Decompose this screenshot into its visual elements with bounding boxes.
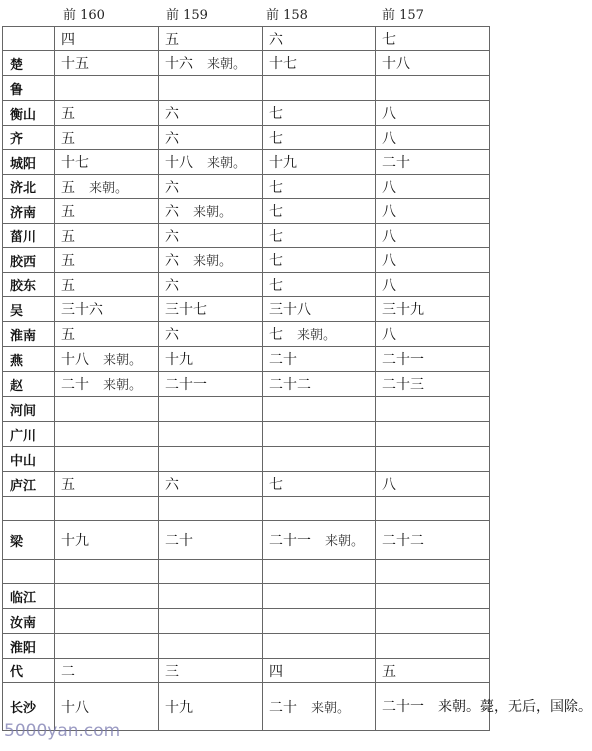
year-cell <box>55 422 159 447</box>
cell-value: 十九 <box>61 533 89 549</box>
year-cell <box>159 447 263 472</box>
year-cell <box>159 175 263 199</box>
state-name: 楚 <box>3 51 55 76</box>
year-cell <box>376 199 490 224</box>
year-cell <box>376 51 490 76</box>
corner-cell <box>3 27 55 51</box>
table-row <box>3 51 490 76</box>
cell-value: 七 <box>269 179 283 196</box>
cell-value: 六 <box>165 477 179 493</box>
table-row <box>3 584 490 609</box>
column-header: 五 <box>159 27 263 51</box>
state-name: 淮南 <box>3 322 55 347</box>
year-cell <box>159 199 263 224</box>
table-row <box>3 347 490 372</box>
year-cell <box>159 297 263 322</box>
year-cell <box>376 447 490 472</box>
year-cell <box>263 297 376 322</box>
year-cell <box>55 76 159 101</box>
cell-value: 八 <box>382 477 396 493</box>
cell-value: 十七 <box>61 155 89 171</box>
year-cell <box>55 322 159 347</box>
year-cell <box>159 422 263 447</box>
year-cell <box>263 248 376 273</box>
cell-value: 八 <box>382 204 396 220</box>
year-cell <box>55 472 159 497</box>
table-row <box>3 609 490 634</box>
year-cell <box>263 659 376 683</box>
cell-value: 二十一 <box>165 377 207 393</box>
year-cell <box>263 347 376 372</box>
cell-value: 五 <box>61 253 75 269</box>
watermark: 5000yan.com <box>4 721 121 741</box>
cell-value: 五 <box>61 130 75 147</box>
year-cell <box>55 224 159 248</box>
state-name: 庐江 <box>3 472 55 497</box>
year-cell <box>159 347 263 372</box>
cell-value: 六 <box>165 327 179 343</box>
state-name: 齐 <box>3 126 55 150</box>
cell-value: 六 <box>165 204 179 220</box>
cell-value: 二十 <box>61 377 89 393</box>
state-name: 代 <box>3 659 55 683</box>
cell-value: 七 <box>269 204 283 220</box>
cell-value: 二十二 <box>382 533 424 549</box>
year-cell <box>159 497 263 521</box>
year-cell <box>263 372 376 397</box>
year-cell <box>263 447 376 472</box>
year-cell <box>55 584 159 609</box>
cell-value: 八 <box>382 179 396 196</box>
cell-value: 八 <box>382 277 396 294</box>
year-cell <box>159 683 263 731</box>
state-name: 鲁 <box>3 76 55 101</box>
year-label: 前 158 <box>266 8 308 23</box>
year-label: 前 159 <box>166 8 208 23</box>
state-name: 胶东 <box>3 273 55 297</box>
cell-value: 七 <box>269 130 283 147</box>
table-row <box>3 497 490 521</box>
table-row <box>3 659 490 683</box>
year-cell <box>376 372 490 397</box>
cell-value: 五 <box>61 327 75 343</box>
cell-value: 三十六 <box>61 302 103 318</box>
cell-value: 二十三 <box>382 377 424 393</box>
year-cell <box>159 126 263 150</box>
year-cell <box>159 372 263 397</box>
cell-value: 二十一 <box>382 352 424 368</box>
year-cell <box>55 521 159 560</box>
year-cell <box>376 560 490 584</box>
cell-value: 二十 <box>382 155 410 171</box>
table-row <box>3 372 490 397</box>
cell-value: 十八 <box>165 155 193 171</box>
cell-value: 十五 <box>61 56 89 72</box>
cell-note: 来朝。 <box>297 328 337 343</box>
state-name: 济南 <box>3 199 55 224</box>
column-header: 四 <box>55 27 159 51</box>
cell-value: 二十一 来朝。薨，无后，国除。 <box>382 698 592 715</box>
year-cell <box>55 497 159 521</box>
year-cell <box>55 175 159 199</box>
cell-value: 八 <box>382 130 396 147</box>
year-cell <box>159 584 263 609</box>
table-row <box>3 447 490 472</box>
year-cell <box>263 683 376 731</box>
cell-value: 七 <box>269 253 283 269</box>
year-cell <box>159 76 263 101</box>
state-name: 衡山 <box>3 101 55 126</box>
cell-value: 五 <box>382 663 396 680</box>
year-cell <box>263 497 376 521</box>
year-cell <box>263 560 376 584</box>
year-cell <box>263 584 376 609</box>
cell-value: 八 <box>382 327 396 343</box>
year-cell <box>376 322 490 347</box>
year-cell <box>376 497 490 521</box>
year-cell <box>376 521 490 560</box>
year-cell <box>55 51 159 76</box>
year-cell <box>55 126 159 150</box>
year-cell <box>376 584 490 609</box>
year-cell <box>263 472 376 497</box>
year-cell <box>376 397 490 422</box>
cell-value: 七 <box>269 106 283 122</box>
year-cell <box>159 560 263 584</box>
year-cell <box>263 126 376 150</box>
state-name: 汝南 <box>3 609 55 634</box>
year-cell <box>263 609 376 634</box>
table-row <box>3 175 490 199</box>
table-row <box>3 297 490 322</box>
cell-value: 十九 <box>269 155 297 171</box>
cell-value: 五 <box>61 228 75 245</box>
table-row <box>3 224 490 248</box>
year-cell <box>55 609 159 634</box>
cell-value: 四 <box>269 663 283 680</box>
state-name: 济北 <box>3 175 55 199</box>
table-row <box>3 322 490 347</box>
state-name: 胶西 <box>3 248 55 273</box>
cell-value: 二十二 <box>269 377 311 393</box>
cell-value: 二十一 <box>269 533 311 549</box>
year-cell <box>159 609 263 634</box>
table-row <box>3 199 490 224</box>
cell-value: 二十 <box>269 352 297 368</box>
table-header-row <box>3 27 490 51</box>
cell-note: 来朝。 <box>193 254 233 269</box>
year-cell <box>55 397 159 422</box>
table-row <box>3 150 490 175</box>
table-row <box>3 76 490 101</box>
table-row <box>3 397 490 422</box>
cell-note: 来朝。 <box>103 353 143 368</box>
cell-value: 十八 <box>382 56 410 72</box>
cell-note: 来朝。 <box>311 700 351 716</box>
cell-value: 五 <box>61 477 75 493</box>
year-cell <box>376 126 490 150</box>
cell-value: 六 <box>165 228 179 245</box>
year-cell <box>376 273 490 297</box>
cell-value: 五 <box>61 179 75 196</box>
year-cell <box>55 150 159 175</box>
state-name: 临江 <box>3 584 55 609</box>
cell-value: 八 <box>382 106 396 122</box>
year-cell <box>55 447 159 472</box>
state-name: 长沙 <box>3 683 55 731</box>
column-header: 六 <box>263 27 376 51</box>
cell-value: 五 <box>61 204 75 220</box>
chronology-table <box>2 26 592 731</box>
cell-value: 十八 <box>61 352 89 368</box>
year-cell <box>376 422 490 447</box>
state-name: 赵 <box>3 372 55 397</box>
year-cell <box>263 51 376 76</box>
cell-note: 来朝。 <box>207 156 247 171</box>
year-cell <box>376 224 490 248</box>
year-cell <box>263 634 376 659</box>
cell-value: 二 <box>61 663 75 680</box>
cell-note: 来朝。 <box>103 378 143 393</box>
year-cell <box>55 347 159 372</box>
state-name: 梁 <box>3 521 55 560</box>
year-cell <box>376 659 490 683</box>
cell-value: 六 <box>165 106 179 122</box>
column-header: 七 <box>376 27 490 51</box>
year-cell <box>263 273 376 297</box>
year-cell <box>55 101 159 126</box>
year-cell <box>263 521 376 560</box>
cell-value: 六 <box>165 277 179 294</box>
year-cell <box>55 297 159 322</box>
table-row <box>3 422 490 447</box>
year-cell <box>159 397 263 422</box>
cell-value: 七 <box>269 228 283 245</box>
state-name: 燕 <box>3 347 55 372</box>
year-cell <box>263 322 376 347</box>
state-name: 菑川 <box>3 224 55 248</box>
table-row <box>3 521 490 560</box>
year-cell <box>159 472 263 497</box>
cell-value: 八 <box>382 253 396 269</box>
year-cell <box>263 101 376 126</box>
state-name <box>3 560 55 584</box>
year-cell <box>376 297 490 322</box>
cell-value: 七 <box>269 327 283 343</box>
year-cell <box>376 101 490 126</box>
year-cell <box>55 659 159 683</box>
cell-value: 三十八 <box>269 302 311 318</box>
cell-value: 十六 <box>165 56 193 72</box>
cell-value: 五 <box>61 106 75 122</box>
cell-value: 十九 <box>165 699 193 716</box>
year-cell <box>159 101 263 126</box>
year-header <box>0 0 491 26</box>
cell-note: 来朝。 <box>207 57 247 72</box>
state-name: 城阳 <box>3 150 55 175</box>
table-row <box>3 248 490 273</box>
cell-value: 三十九 <box>382 302 424 318</box>
table-row <box>3 472 490 497</box>
year-cell <box>159 659 263 683</box>
year-cell <box>55 199 159 224</box>
cell-value: 七 <box>269 277 283 294</box>
cell-value: 二十 <box>165 533 193 549</box>
year-cell <box>55 560 159 584</box>
cell-value: 八 <box>382 228 396 245</box>
cell-value: 十八 <box>61 699 89 716</box>
table-row <box>3 273 490 297</box>
year-cell <box>159 150 263 175</box>
year-cell <box>376 634 490 659</box>
state-name: 淮阳 <box>3 634 55 659</box>
year-cell <box>159 51 263 76</box>
state-name: 中山 <box>3 447 55 472</box>
year-cell <box>55 273 159 297</box>
cell-note: 来朝。 <box>325 534 365 549</box>
cell-value: 三十七 <box>165 302 207 318</box>
year-cell <box>263 199 376 224</box>
year-cell <box>376 609 490 634</box>
year-cell <box>263 397 376 422</box>
year-cell <box>263 76 376 101</box>
cell-note: 来朝。 <box>89 180 129 196</box>
cell-value: 十九 <box>165 352 193 368</box>
year-cell <box>376 175 490 199</box>
table-row <box>3 101 490 126</box>
cell-value: 六 <box>165 179 179 196</box>
state-name <box>3 497 55 521</box>
year-cell <box>376 150 490 175</box>
year-cell <box>376 248 490 273</box>
year-cell <box>376 472 490 497</box>
year-cell <box>376 76 490 101</box>
cell-value: 五 <box>61 277 75 294</box>
state-name: 吴 <box>3 297 55 322</box>
year-cell <box>55 248 159 273</box>
cell-note: 来朝。 <box>193 205 233 220</box>
state-name: 广川 <box>3 422 55 447</box>
table-row <box>3 126 490 150</box>
year-cell <box>55 634 159 659</box>
year-cell <box>159 634 263 659</box>
year-cell <box>159 322 263 347</box>
year-label: 前 157 <box>382 8 424 23</box>
cell-value: 六 <box>165 253 179 269</box>
year-cell <box>263 224 376 248</box>
year-cell <box>159 248 263 273</box>
year-cell <box>159 521 263 560</box>
cell-value: 七 <box>269 477 283 493</box>
year-cell <box>263 422 376 447</box>
year-cell <box>55 372 159 397</box>
year-cell <box>263 175 376 199</box>
year-cell <box>159 273 263 297</box>
year-label: 前 160 <box>63 8 105 23</box>
cell-value: 二十 <box>269 699 297 716</box>
cell-value: 六 <box>165 130 179 147</box>
year-cell <box>376 683 592 731</box>
state-name: 河间 <box>3 397 55 422</box>
year-cell <box>159 224 263 248</box>
table-row <box>3 560 490 584</box>
year-cell <box>376 347 490 372</box>
cell-value: 十七 <box>269 56 297 72</box>
table-row <box>3 634 490 659</box>
cell-value: 三 <box>165 663 179 680</box>
year-cell <box>263 150 376 175</box>
